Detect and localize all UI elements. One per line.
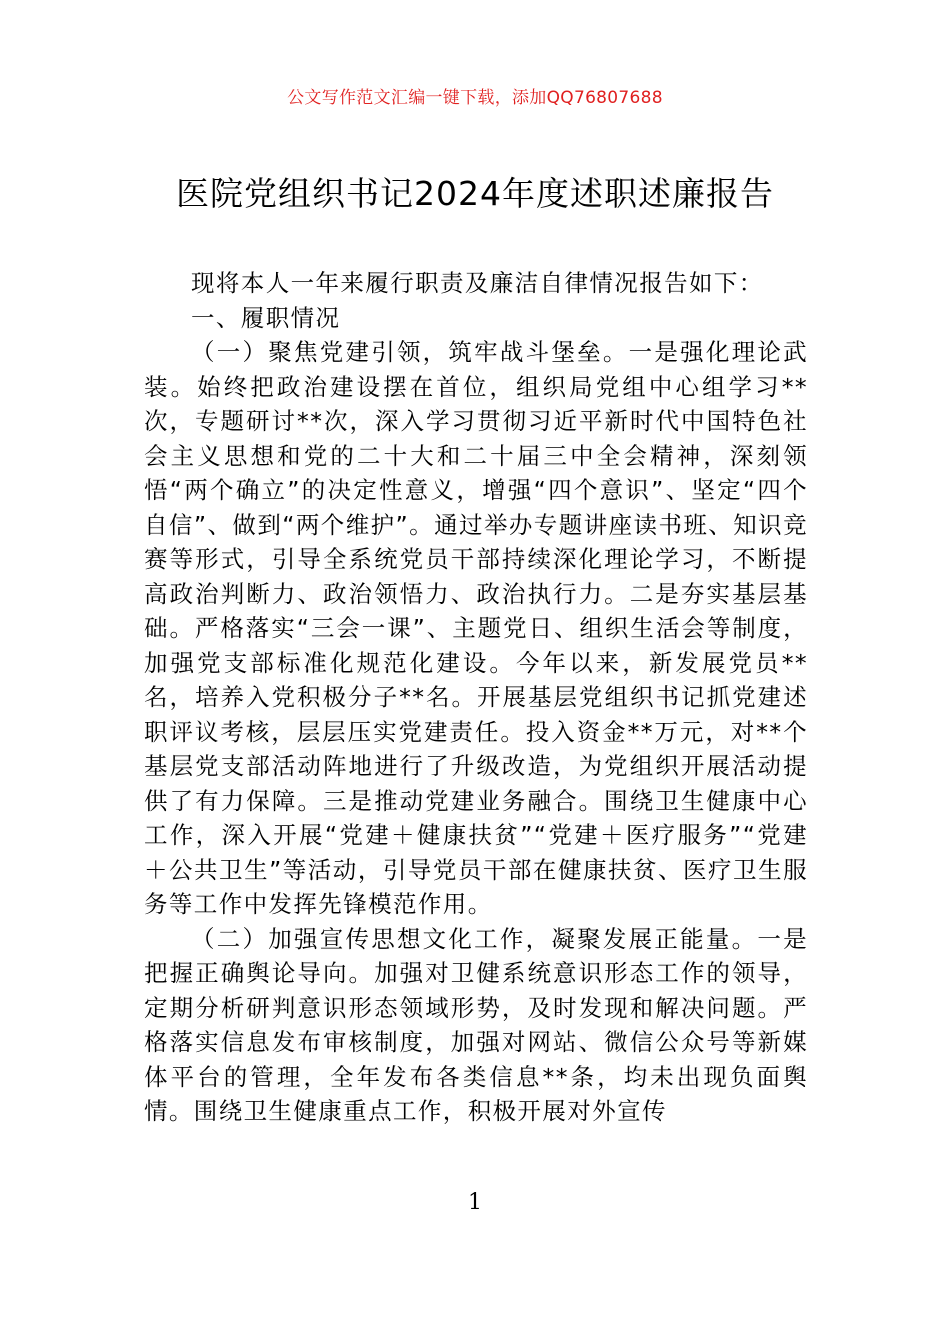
body-paragraph: （二）加强宣传思想文化工作，凝聚发展正能量。一是把握正确舆论导向。加强对卫健系统意识形态工作的领导，定期分析研判意识形态领域形势，及时发现和解决问题。严格落实信息发布审核制度，加强对网站、微信公众号等新媒体平台的管理，全年发布各类信息**条，均未出现负面舆情。围绕卫生健康重点工作，积极开展对外宣传 (144, 924, 808, 1125)
page-number: 1 (468, 1190, 482, 1215)
intro-paragraph: 现将本人一年来履行职责及廉洁自律情况报告如下： (191, 269, 764, 297)
body-paragraph: （一）聚焦党建引领，筑牢战斗堡垒。一是强化理论武装。始终把政治建设摆在首位，组织局党组中心组学习**次，专题研讨**次，深入学习贯彻习近平新时代中国特色社会主义思想和党的二十大和二十届三中全会精神，深刻领悟“两个确立”的决定性意义，增强“四个意识”、坚定“四个自信”、做到“两个维护”。通过举办专题讲座读书班、知识竞赛等形式，引导全系统党员干部持续深化理论学习，不断提高政治判断力、政治领悟力、政治执行力。二是夯实基层基础。严格落实“三会一课”、主题党日、组织生活会等制度，加强党支部标准化规范化建设。今年以来，新发展党员**名，培养入党积极分子**名。开展基层党组织书记抓党建述职评议考核，层层压实党建责任。投入资金**万元，对**个基层党支部活动阵地进行了升级改造，为党组织开展活动提供了有力保障。三是推动党建业务融合。围绕卫生健康中心工作，深入开展“党建＋健康扶贫”“党建＋医疗服务”“党建＋公共卫生”等活动，引导党员干部在健康扶贫、医疗卫生服务等工作中发挥先锋模范作用。 (144, 338, 808, 918)
document-title: 医院党组织书记2024年度述职述廉报告 (176, 174, 774, 213)
document-body (144, 266, 808, 1129)
watermark-banner: 公文写作范文汇编一键下载，添加QQ76807688 (287, 88, 663, 108)
section-heading: 一、履职情况 (191, 303, 341, 332)
